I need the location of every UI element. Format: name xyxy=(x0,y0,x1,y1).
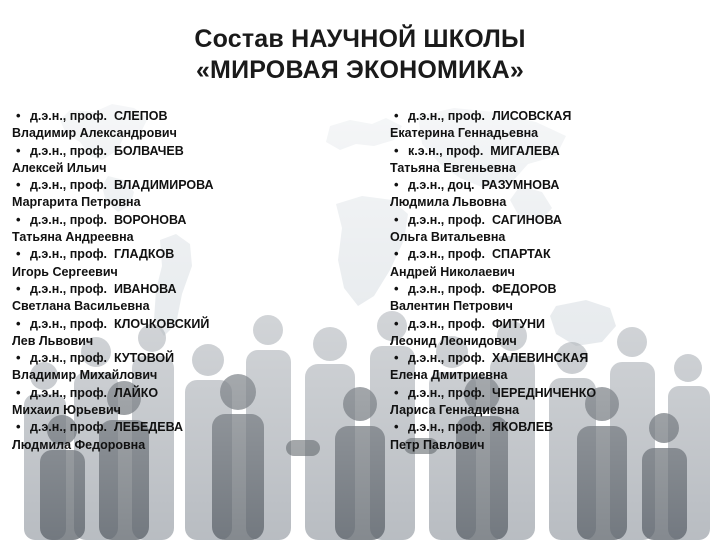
list-item xyxy=(12,108,336,143)
list-item xyxy=(12,350,336,385)
list-item xyxy=(12,419,336,454)
member-name-19: Петр Павлович xyxy=(390,437,485,452)
member-degree-surname-0: • д.э.н., проф. СЛЕПОВ xyxy=(12,108,336,125)
list-item xyxy=(12,385,336,420)
member-name-12: Людмила Львовна xyxy=(390,195,507,210)
list-item xyxy=(390,246,714,281)
list-item xyxy=(12,177,336,212)
member-name-13: Ольга Витальевна xyxy=(390,230,506,245)
member-degree-surname-3: • д.э.н., проф. ВОРОНОВА xyxy=(12,212,336,229)
member-name-4: Игорь Сергеевич xyxy=(12,264,118,279)
member-name-5: Светлана Васильевна xyxy=(12,299,150,314)
member-name-3: Татьяна Андреевна xyxy=(12,230,134,245)
list-item xyxy=(390,143,714,178)
member-name-14: Андрей Николаевич xyxy=(390,264,515,279)
member-degree-surname-11: • к.э.н., проф. МИГАЛЕВА xyxy=(390,143,714,160)
list-item xyxy=(390,350,714,385)
member-name-9: Людмила Федоровна xyxy=(12,437,146,452)
list-item xyxy=(12,281,336,316)
list-item xyxy=(12,212,336,247)
member-name-16: Леонид Леонидович xyxy=(390,333,517,348)
member-name-6: Лев Львович xyxy=(12,333,94,348)
list-item xyxy=(390,419,714,454)
member-name-10: Екатерина Геннадьевна xyxy=(390,126,539,141)
member-degree-surname-18: • д.э.н., проф. ЧЕРЕДНИЧЕНКО xyxy=(390,385,714,402)
member-degree-surname-1: • д.э.н., проф. БОЛВАЧЕВ xyxy=(12,143,336,160)
member-name-18: Лариса Геннадиевна xyxy=(390,403,520,418)
member-degree-surname-10: • д.э.н., проф. ЛИСОВСКАЯ xyxy=(390,108,714,125)
member-degree-surname-9: • д.э.н., проф. ЛЕБЕДЕВА xyxy=(12,419,336,436)
member-degree-surname-19: • д.э.н., проф. ЯКОВЛЕВ xyxy=(390,419,714,436)
member-degree-surname-2: • д.э.н., проф. ВЛАДИМИРОВА xyxy=(12,177,336,194)
page-title xyxy=(0,24,720,86)
list-item xyxy=(390,281,714,316)
member-degree-surname-12: • д.э.н., доц. РАЗУМНОВА xyxy=(390,177,714,194)
member-degree-surname-5: • д.э.н., проф. ИВАНОВА xyxy=(12,281,336,298)
list-item xyxy=(12,246,336,281)
title-line-1: Состав НАУЧНОЙ ШКОЛЫ xyxy=(194,25,526,53)
member-name-1: Алексей Ильич xyxy=(12,160,107,175)
member-degree-surname-7: • д.э.н., проф. КУТОВОЙ xyxy=(12,350,336,367)
list-item xyxy=(390,212,714,247)
member-name-17: Елена Дмитриевна xyxy=(390,368,508,383)
member-degree-surname-17: • д.э.н., проф. ХАЛЕВИНСКАЯ xyxy=(390,350,714,367)
member-degree-surname-8: • д.э.н., проф. ЛАЙКО xyxy=(12,385,336,402)
member-degree-surname-15: • д.э.н., проф. ФЕДОРОВ xyxy=(390,281,714,298)
member-name-11: Татьяна Евгеньевна xyxy=(390,160,516,175)
list-item xyxy=(390,385,714,420)
title-line-2: «МИРОВАЯ ЭКОНОМИКА» xyxy=(195,56,525,84)
list-item xyxy=(390,316,714,351)
list-item xyxy=(12,316,336,351)
member-degree-surname-4: • д.э.н., проф. ГЛАДКОВ xyxy=(12,246,336,263)
member-name-15: Валентин Петрович xyxy=(390,299,513,314)
member-name-8: Михаил Юрьевич xyxy=(12,403,121,418)
member-degree-surname-16: • д.э.н., проф. ФИТУНИ xyxy=(390,316,714,333)
list-item xyxy=(390,177,714,212)
member-name-7: Владимир Михайлович xyxy=(12,368,158,383)
member-degree-surname-14: • д.э.н., проф. СПАРТАК xyxy=(390,246,714,263)
member-name-0: Владимир Александрович xyxy=(12,126,177,141)
member-degree-surname-13: • д.э.н., проф. САГИНОВА xyxy=(390,212,714,229)
members-column-right xyxy=(390,108,714,454)
list-item xyxy=(390,108,714,143)
member-name-2: Маргарита Петровна xyxy=(12,195,141,210)
members-column-left xyxy=(12,108,336,454)
members-columns xyxy=(0,108,720,528)
member-degree-surname-6: • д.э.н., проф. КЛОЧКОВСКИЙ xyxy=(12,316,336,333)
list-item xyxy=(12,143,336,178)
